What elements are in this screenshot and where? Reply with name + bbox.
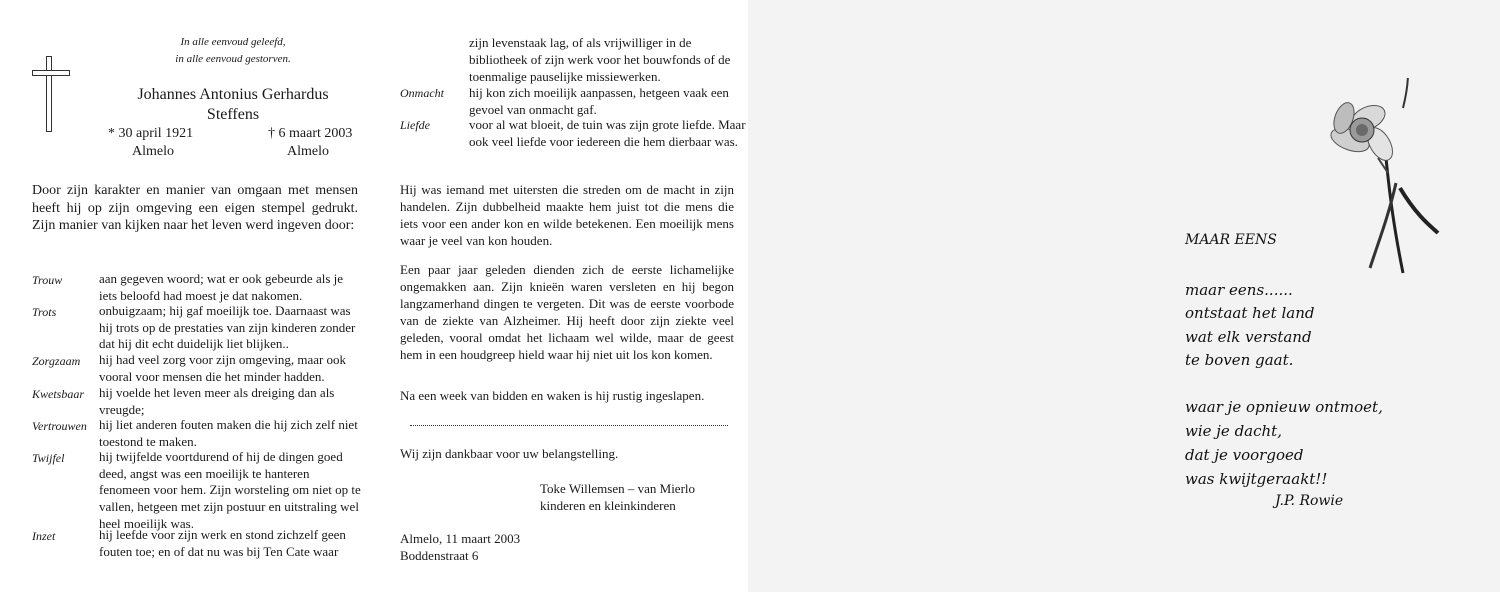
trait-term: Twijfel — [32, 451, 65, 465]
poem-line: wat elk verstand — [1185, 328, 1312, 346]
paragraph-illness: Een paar jaar geleden dienden zich de eerste lichamelijke ongemakken aan. Zijn knieën waren versleten en hij begon langzamerhand dingen te vergeten. Dit was de eerste voorbode van de ziekte van Alzheimer. Hij heeft door zijn ziekte veel geleden, vooral omdat het lichaam wel wilde, maar de geest hem in een houdgreep hield waar hij niet uit los kon komen. — [400, 262, 734, 362]
trait-term: Kwetsbaar — [32, 387, 85, 401]
poem-line: wie je dacht, — [1185, 422, 1282, 440]
intro-paragraph: Door zijn karakter en manier van omgaan met mensen heeft hij op zijn omgeving een eigen stempel gedrukt. Zijn manier van kijken naar het leven werd ingeven door: — [32, 183, 358, 234]
trait-text: onbuigzaam; hij gaf moeilijk toe. Daarnaast was hij trots op de prestaties van zijn kinderen zonder dat hij dit echt duidelijk liet blijken.. — [99, 303, 356, 352]
trait-term: Inzet — [32, 529, 56, 543]
poem-line: waar je opnieuw ontmoet, — [1185, 398, 1383, 416]
poem-line: was kwijtgeraakt!! — [1185, 470, 1328, 488]
poem-title: MAAR EENS — [1185, 232, 1277, 248]
left-page — [0, 0, 748, 592]
daffodil-icon — [1308, 78, 1458, 278]
motto-line-2: in alle eenvoud gestorven. — [175, 53, 291, 65]
trait-text: hij leefde voor zijn werk en stond zichzelf geen fouten toe; en of dat nu was bij Ten Cate waar — [99, 527, 346, 559]
trait-text: aan gegeven woord; wat er ook gebeurde als je iets beloofd had moest je dat nakomen. — [99, 271, 344, 303]
signature-line-1: Toke Willemsen – van Mierlo — [540, 481, 696, 496]
deceased-name-line-2: Steffens — [206, 106, 260, 123]
trait-term: Trouw — [32, 273, 63, 287]
birth-date: * 30 april 1921 — [108, 126, 194, 141]
trait-text: hij voelde het leven meer als dreiging dan als vreugde; — [99, 385, 335, 417]
poem-line: dat je voorgoed — [1185, 446, 1304, 464]
thanks-text: Wij zijn dankbaar voor uw belangstelling. — [400, 446, 619, 461]
dotted-divider — [410, 425, 728, 426]
motto-line-1: In alle eenvoud geleefd, — [180, 36, 286, 48]
poem-line: ontstaat het land — [1185, 304, 1315, 322]
paragraph-extremes: Hij was iemand met uitersten die streden om de macht in zijn handelen. Zijn dubbelheid maakte hem juist tot die mens die iets voor een ander kon en wilde betekenen. Een moeilijk mens waar je veel van kon houden. — [400, 182, 734, 248]
trait-term: Liefde — [400, 118, 430, 132]
death-place: Almelo — [287, 144, 329, 159]
place-date: Almelo, 11 maart 2003 — [400, 531, 521, 546]
birth-place: Almelo — [132, 144, 174, 159]
signature-line-2: kinderen en kleinkinderen — [540, 498, 676, 513]
trait-term: Zorgzaam — [32, 354, 81, 368]
deceased-name-line-1: Johannes Antonius Gerhardus — [137, 86, 329, 103]
trait-term: Vertrouwen — [32, 419, 87, 433]
death-date: † 6 maart 2003 — [268, 126, 353, 141]
trait-term: Trots — [32, 305, 57, 319]
trait-text: hij had veel zorg voor zijn omgeving, maar ook vooral voor mensen die het minder hadden. — [99, 352, 347, 384]
trait-text: hij twijfelde voortdurend of hij de dingen goed deed, angst was een moeilijk te hanteren fenomeen voor hem. Zijn worsteling om niet op te vallen, hetgeen met zijn postuur en uitstraling wel heel moeilijk was. — [99, 449, 361, 531]
continuation-text: zijn levenstaak lag, of als vrijwilliger in de bibliotheek of zijn werk voor het bouwfonds of de toenmalige pauselijke missiewerken. — [469, 35, 731, 84]
poem-line: te boven gaat. — [1185, 351, 1294, 369]
paragraph-passing: Na een week van bidden en waken is hij rustig ingeslapen. — [400, 388, 705, 403]
trait-text: hij kon zich moeilijk aanpassen, hetgeen vaak een gevoel van onmacht gaf. — [469, 85, 729, 117]
poem-line: maar eens...... — [1185, 281, 1293, 299]
trait-term: Onmacht — [400, 86, 444, 100]
poem-author: J.P. Rowie — [1275, 493, 1344, 509]
trait-text: hij liet anderen fouten maken die hij zich zelf niet toestond te maken. — [99, 417, 358, 449]
trait-text: voor al wat bloeit, de tuin was zijn grote liefde. Maar ook veel liefde voor iedereen die hem dierbaar was. — [469, 117, 746, 149]
address: Boddenstraat 6 — [400, 548, 479, 563]
